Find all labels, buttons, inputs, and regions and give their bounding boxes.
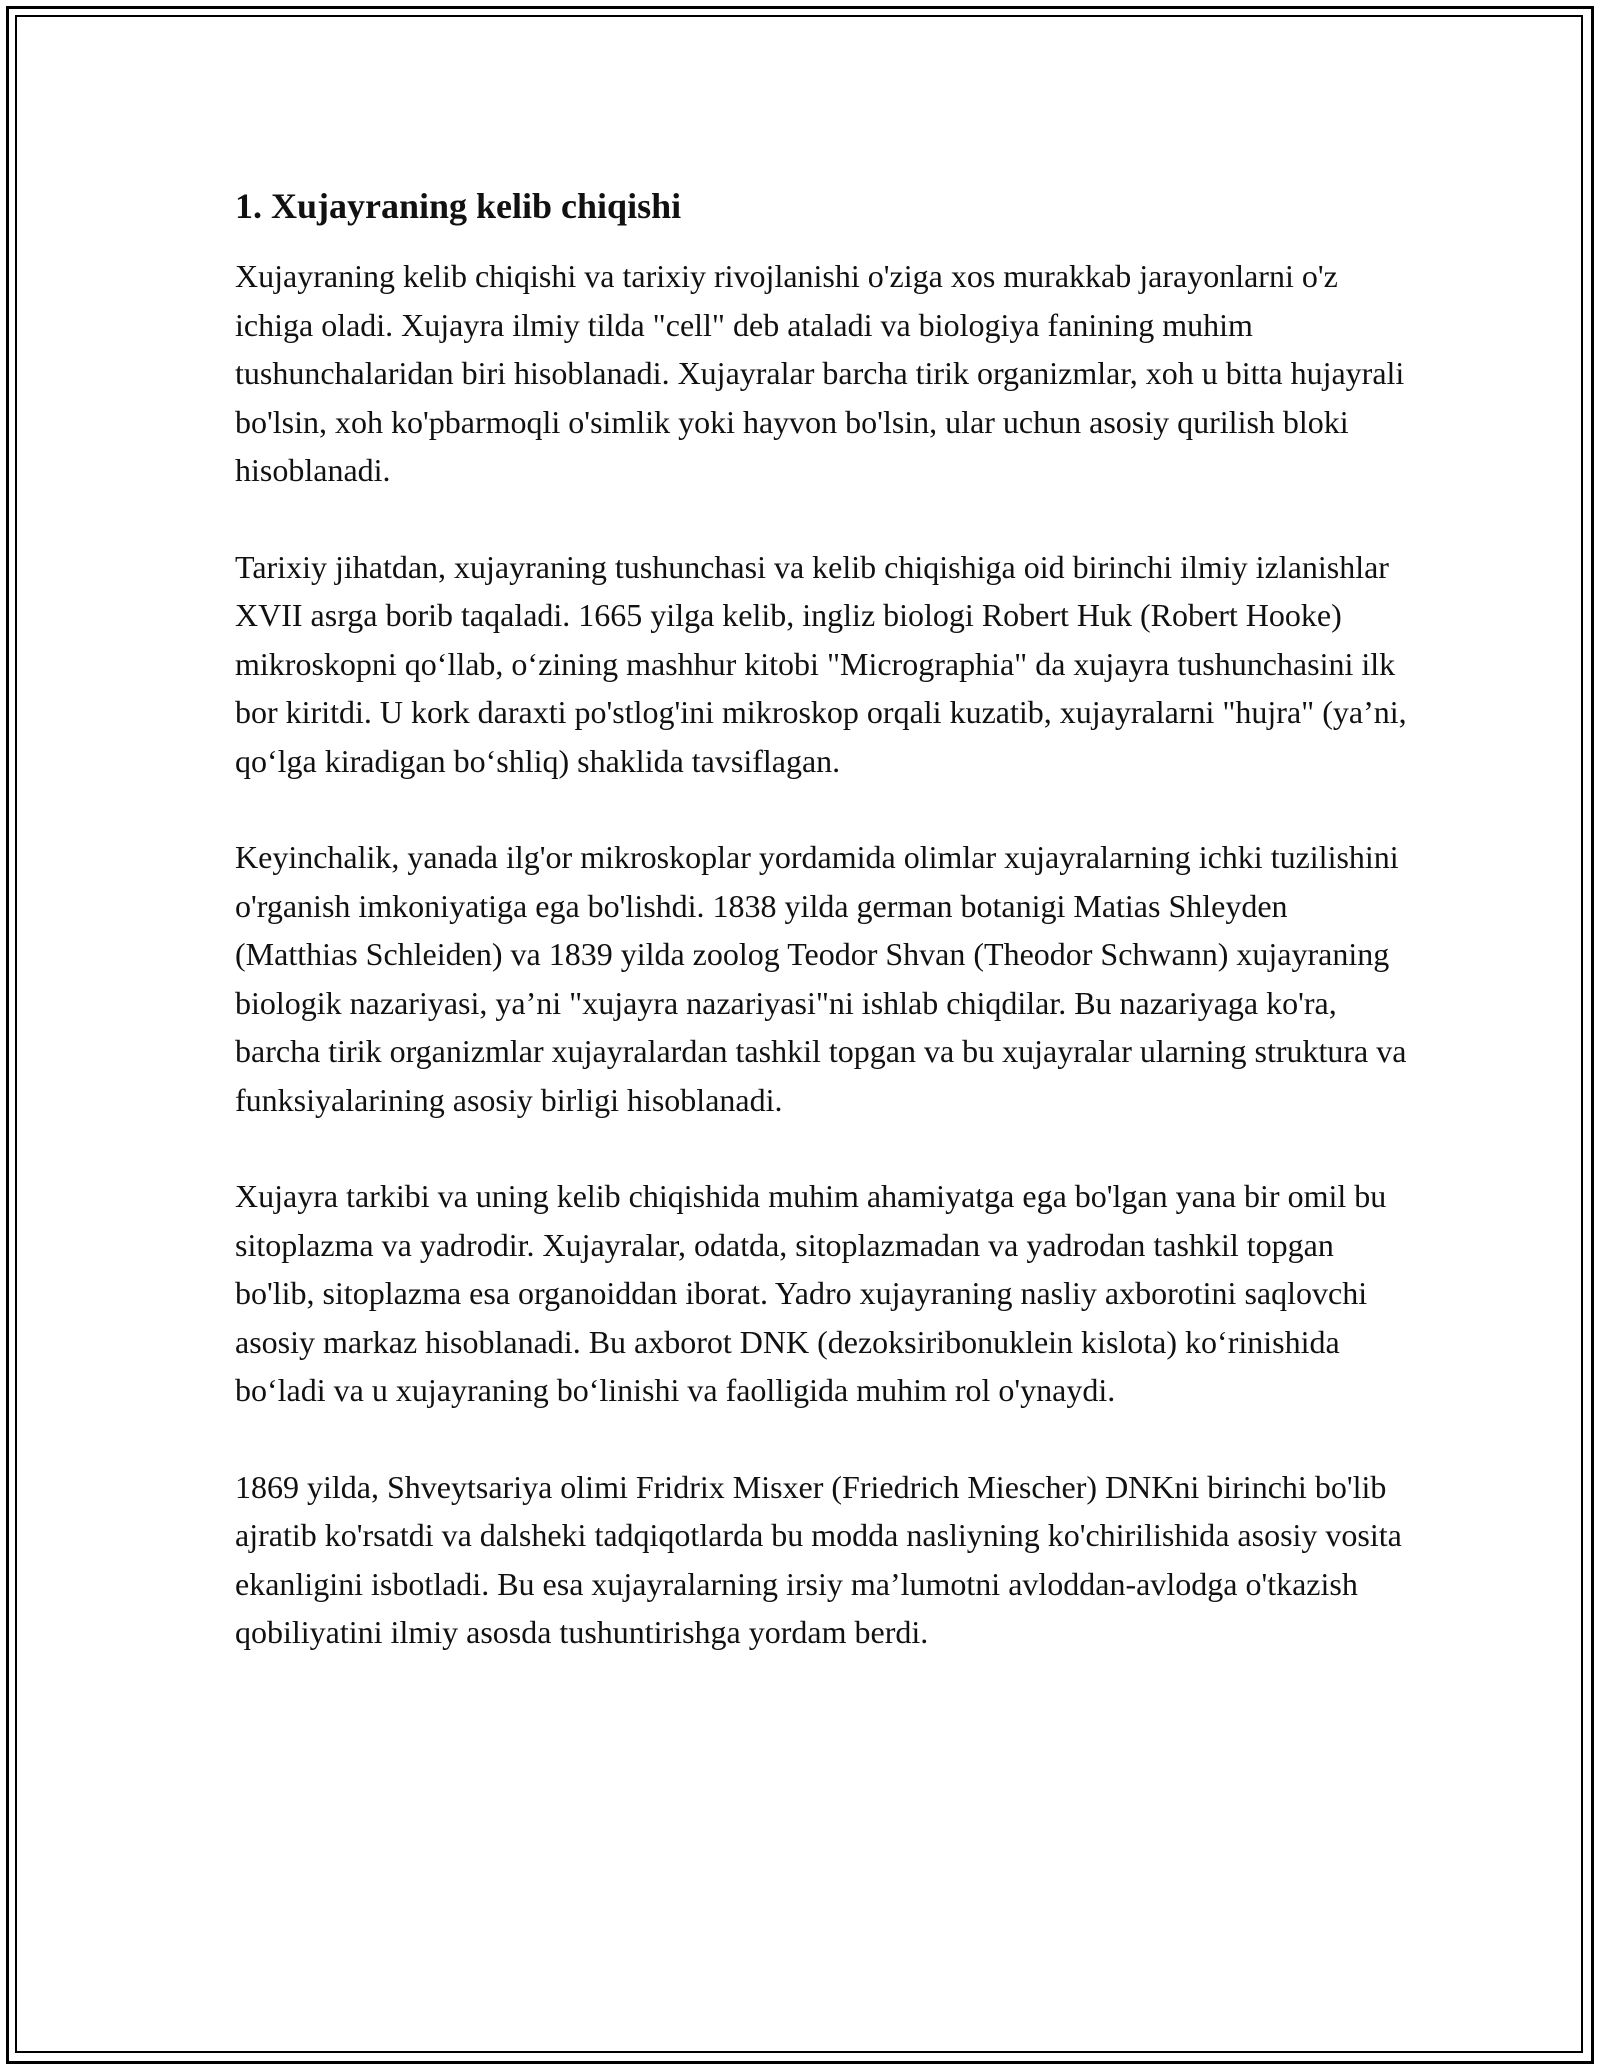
document-body bbox=[235, 182, 1415, 1705]
paragraph-1: Xujayraning kelib chiqishi va tarixiy rivojlanishi o'ziga xos murakkab jarayonlarni o'z ichiga oladi. Xujayra ilmiy tilda "cell" deb ataladi va biologiya fanining muhim tushunchalaridan biri hisoblanadi. Xujayralar barcha tirik organizmlar, xoh u bitta hujayrali bo'lsin, xoh ko'pbarmoqli o'simlik yoki hayvon bo'lsin, ular uchun asosiy qurilish bloki hisoblanadi. bbox=[235, 258, 1405, 488]
paragraph-4: Xujayra tarkibi va uning kelib chiqishida muhim ahamiyatga ega bo'lgan yana bir omil bu sitoplazma va yadrodir. Xujayralar, odatda, sitoplazmadan va yadrodan tashkil topgan bo'lib, sitoplazma esa organoiddan iborat. Yadro xujayraning nasliy axborotini saqlovchi asosiy markaz hisoblanadi. Bu axborot DNK (dezoksiribonuklein kislota) ko‘rinishida bo‘ladi va u xujayraning bo‘linishi va faolligida muhim rol o'ynaydi. bbox=[235, 1178, 1387, 1408]
paragraph-5: 1869 yilda, Shveytsariya olimi Fridrix Misxer (Friedrich Miescher) DNKni birinchi bo'lib ajratib ko'rsatdi va dalsheki tadqiqotlarda bu modda nasliyning ko'chirilishida asosiy vosita ekanligini isbotladi. Bu esa xujayralarning irsiy ma’lumotni avloddan-avlodga o'tkazish qobiliyatini ilmiy asosda tushuntirishga yordam berdi. bbox=[235, 1468, 1402, 1650]
section-heading: 1. Xujayraning kelib chiqishi bbox=[235, 186, 682, 226]
paragraph-3: Keyinchalik, yanada ilg'or mikroskoplar yordamida olimlar xujayralarning ichki tuzilishini o'rganish imkoniyatiga ega bo'lishdi. 1838 yilda german botanigi Matias Shleyden (Matthias Schleiden) va 1839 yilda zoolog Teodor Shvan (Theodor Schwann) xujayraning biologik nazariyasi, ya’ni "xujayra nazariyasi"ni ishlab chiqdilar. Bu nazariyaga ko'ra, barcha tirik organizmlar xujayralardan tashkil topgan va bu xujayralar ularning struktura va funksiyalarining asosiy birligi hisoblanadi. bbox=[235, 839, 1407, 1118]
paragraph-2: Tarixiy jihatdan, xujayraning tushunchasi va kelib chiqishiga oid birinchi ilmiy izlanishlar XVII asrga borib taqaladi. 1665 yilga kelib, ingliz biologi Robert Huk (Robert Hooke) mikroskopni qo‘llab, o‘zining mashhur kitobi "Micrographia" da xujayra tushunchasini ilk bor kiritdi. U kork daraxti po'stlog'ini mikroskop orqali kuzatib, xujayralarni "hujra" (ya’ni, qo‘lga kiradigan bo‘shliq) shaklida tavsiflagan. bbox=[235, 548, 1407, 779]
